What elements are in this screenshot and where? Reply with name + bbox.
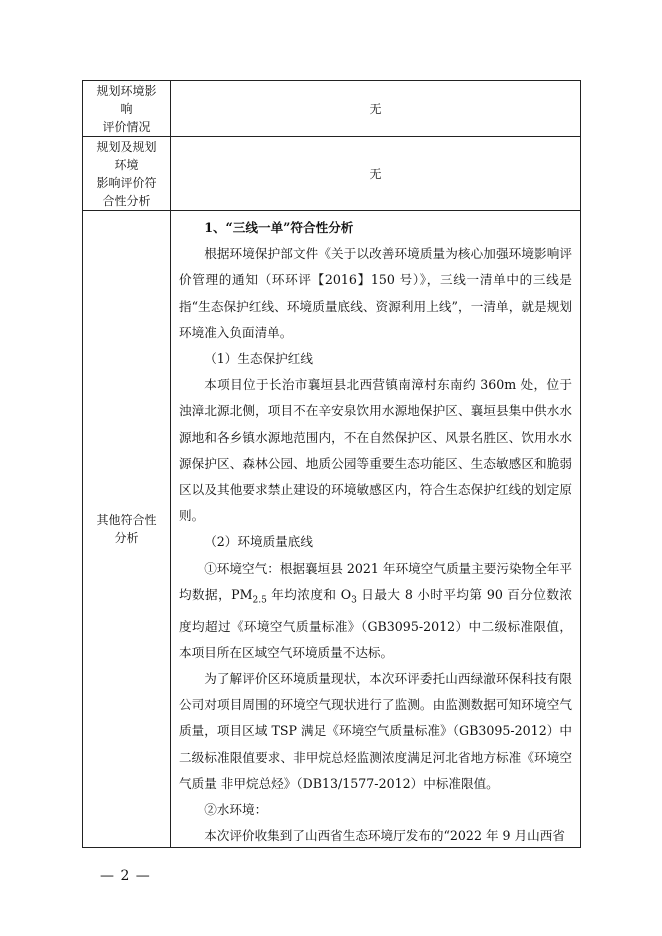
- table-row: [83, 137, 580, 211]
- table-row: [83, 81, 580, 137]
- paragraph: 本项目位于长治市襄垣县北西营镇南漳村东南约 360m 处，位于浊漳北源北侧，项目不在辛安泉饮用水源地保护区、襄垣县集中供水水源地和各乡镇水源地范围内，不在自然保护区、风景名胜区、饮用水水源保护区、森林公园、地质公园等重要生态功能区、生态敏感区和脆弱区以及其他要求禁止建设的环境敏感区内，符合生态保护红线的划定原则。: [179, 377, 572, 524]
- subheading: （1）生态保护红线: [204, 351, 313, 367]
- label-line: 环境: [114, 157, 139, 172]
- page-number: — 2 —: [100, 868, 151, 884]
- paragraph: 为了解评价区环境质量现状，本次环评委托山西绿澈环保科技有限公司对项目周围的环境空气现状进行了监测。由监测数据可知环境空气质量，项目区域 TSP 满足《环境空气质量标准》（GB3095-2012）中二级标准限值要求、非甲烷总烃监测浓度满足河北省地方标准《环境空气质量 非甲烷总烃》（DB13/1577-2012）中标准限值。: [179, 670, 572, 791]
- table-row: [83, 211, 580, 847]
- compliance-table: [82, 80, 581, 848]
- row-label: [83, 137, 171, 210]
- text-run: 日最大 8 小时平均第 90 百分位数浓度均超过《环境空气质量标准》（GB3095-2012）中二级标准限值，本项目所在区域空气环境质量不达标。: [179, 586, 572, 660]
- label-line: 规划环境影: [96, 83, 157, 98]
- label-line: 其他符合性: [96, 513, 157, 527]
- row-value: 无: [369, 167, 382, 181]
- subheading: （2）环境质量底线: [204, 534, 313, 550]
- row-value: 无: [369, 102, 382, 116]
- analysis-body: [179, 215, 572, 849]
- section-heading: 1、“三线一单”符合性分析: [204, 220, 354, 235]
- row-label: [83, 211, 171, 847]
- subscript: 2.5: [252, 595, 267, 606]
- subscript: 3: [351, 595, 357, 606]
- paragraph: 根据环境保护部文件《关于以改善环境质量为核心加强环境影响评价管理的通知（环环评【2016】150 号）》，三线一清单中的三线是指“生态保护红线、环境质量底线、资源利用上线”，一清单，就是规划环境准入负面清单。: [179, 246, 572, 340]
- label-line: 规划及规划: [96, 139, 157, 154]
- subheading: ②水环境：: [204, 801, 268, 817]
- label-line: 影响评价符: [96, 175, 157, 190]
- label-line: 响: [120, 101, 133, 116]
- row-label: [83, 81, 171, 136]
- label-line: 合性分析: [102, 193, 151, 208]
- paragraph: [179, 556, 572, 666]
- label-line: 评价情况: [102, 119, 151, 134]
- paragraph: 本次评价收集到了山西省生态环境厅发布的“2022 年 9 月山西省: [204, 828, 565, 844]
- text-run: 年均浓度和 O: [266, 586, 352, 602]
- label-line: 分析: [114, 531, 139, 545]
- text-run: ①环境空气：根据襄垣县 2021 年环境空气质量主要污染物全年平均数据，PM: [179, 560, 572, 602]
